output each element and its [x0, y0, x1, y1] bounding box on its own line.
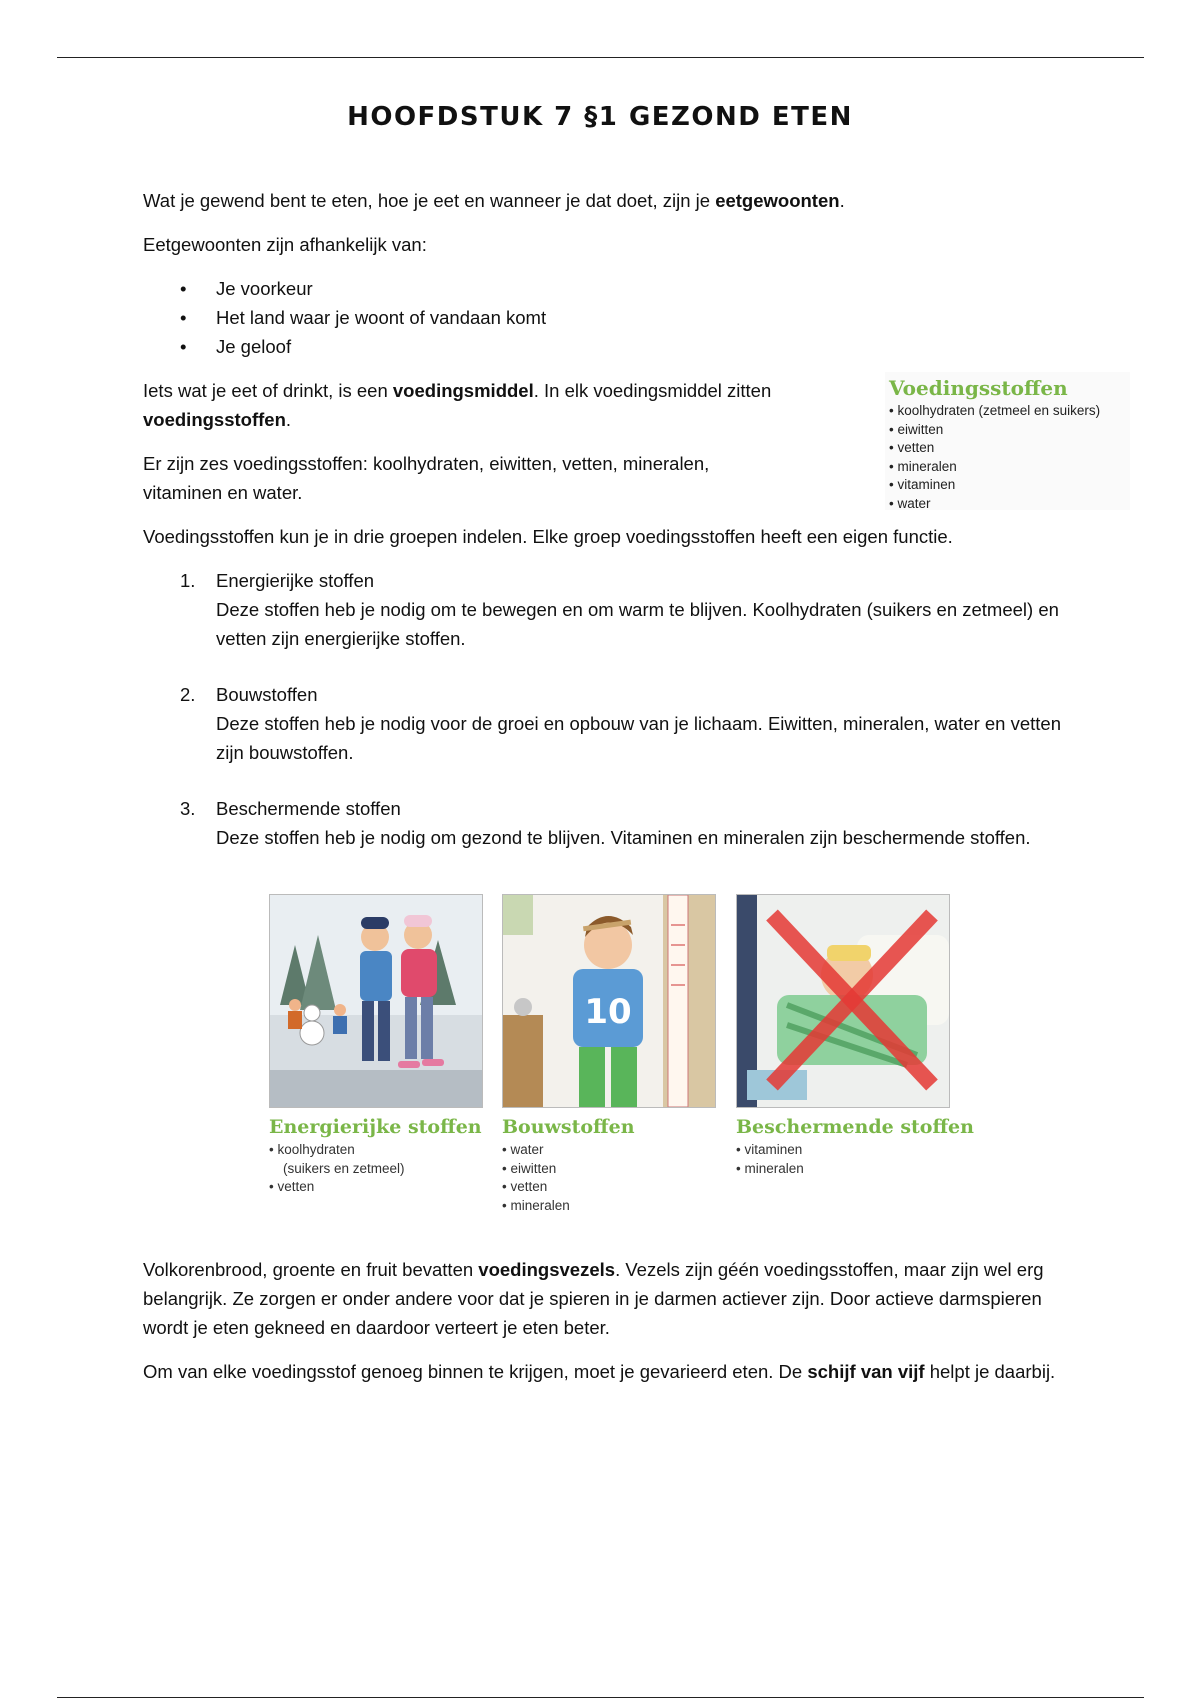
- bottom-rule: [57, 1697, 1144, 1698]
- top-rule: [57, 57, 1144, 58]
- paragraph-voedingsvezels: Volkorenbrood, groente en fruit bevatten voedingsvezels. Vezels zijn géén voedingsstoffen, maar zijn wel erg belangrijk. Ze zorgen er onder andere voor dat je spieren in je darmen actiever zijn. Door actieve darmspieren wordt je eten gekneed en daardoor verteert je eten beter.: [143, 1259, 1044, 1338]
- page-title: HOOFDSTUK 7 §1 GEZOND ETEN: [347, 102, 853, 132]
- paragraph-zes-stoffen: Er zijn zes voedingsstoffen: koolhydraten, eiwitten, vetten, mineralen, vitaminen en water.: [143, 453, 710, 503]
- beschermende-illustration: [736, 894, 950, 1108]
- energierijke-illustration: [269, 894, 483, 1108]
- shirt-number: 10: [584, 992, 632, 1032]
- list-item: • Je geloof: [143, 332, 1063, 361]
- list-item: • Het land waar je woont of vandaan komt: [143, 303, 1063, 332]
- outro-section: [143, 1255, 1063, 1401]
- paragraph-afhankelijk: Eetgewoonten zijn afhankelijk van:: [143, 234, 427, 255]
- bouwstoffen-illustration: [502, 894, 716, 1108]
- list-item: • Je voorkeur: [143, 274, 1063, 303]
- bullet-list: [143, 274, 1063, 361]
- caption-bouwstoffen: Bouwstoffen • water • eiwitten • vetten • mineralen: [502, 1116, 635, 1213]
- paragraph-groepen: Voedingsstoffen kun je in drie groepen indelen. Elke groep voedingsstoffen heeft een eigen functie.: [143, 526, 953, 547]
- caption-energierijke: Energierijke stoffen • koolhydraten (suikers en zetmeel) • vetten: [269, 1116, 482, 1194]
- paragraph-voedingsmiddel: Iets wat je eet of drinkt, is een voedingsmiddel. In elk voedingsmiddel zitten voedingsstoffen.: [143, 380, 772, 430]
- paragraph-schijf-van-vijf: Om van elke voedingsstof genoeg binnen te krijgen, moet je gevarieerd eten. De schijf van vijf helpt je daarbij.: [143, 1361, 1056, 1382]
- numbered-list: [143, 566, 1063, 852]
- group-item: 1. Energierijke stoffen Deze stoffen heb je nodig om te bewegen en om warm te blijven. Koolhydraten (suikers en zetmeel) en vetten zijn energierijke stoffen.: [180, 570, 1059, 649]
- paragraph-eetgewoonten: Wat je gewend bent te eten, hoe je eet en wanneer je dat doet, zijn je eetgewoonten.: [143, 190, 845, 211]
- group-item: 3. Beschermende stoffen Deze stoffen heb je nodig om gezond te blijven. Vitaminen en mineralen zijn beschermende stoffen.: [180, 798, 1031, 848]
- group-item: 2. Bouwstoffen Deze stoffen heb je nodig voor de groei en opbouw van je lichaam. Eiwitten, mineralen, water en vetten zijn bouwstoffen.: [180, 684, 1062, 763]
- caption-beschermende: Beschermende stoffen • vitaminen • mineralen: [736, 1116, 974, 1176]
- intro-section: [143, 186, 1063, 879]
- voedingsstoffen-box: Voedingsstoffen • koolhydraten (zetmeel en suikers) • eiwitten • vetten • mineralen • vitaminen • water: [885, 372, 1130, 510]
